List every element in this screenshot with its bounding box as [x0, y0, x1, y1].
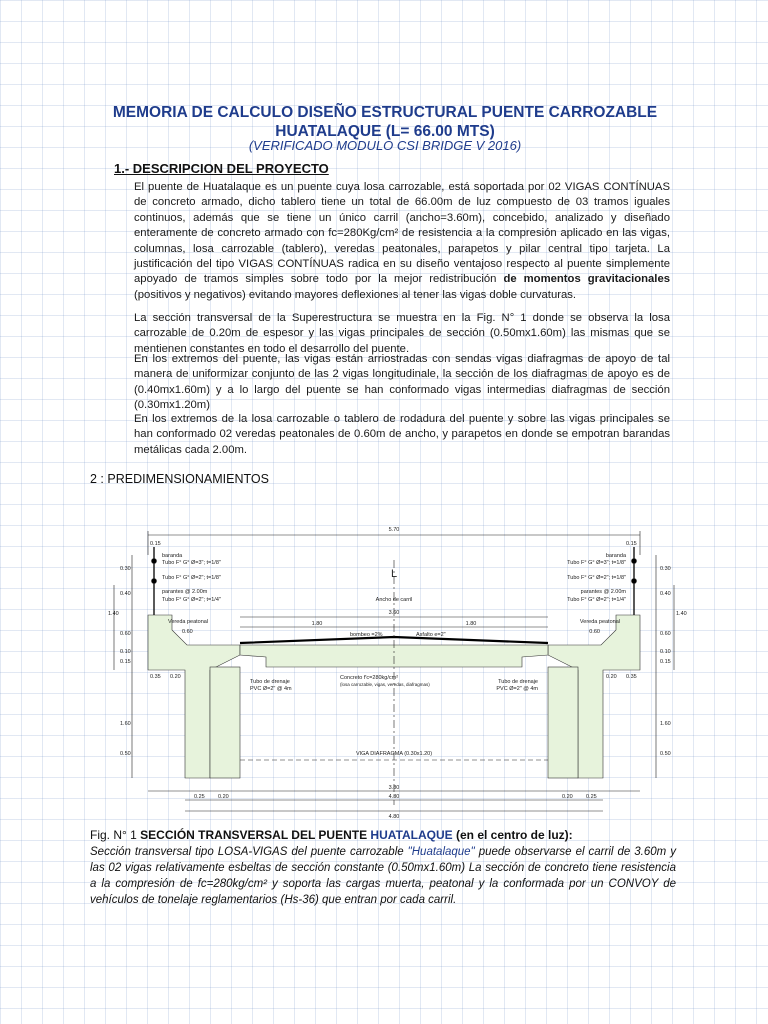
drain-label-left: Tubo de drenaje: [250, 679, 290, 685]
left-girder: [210, 667, 240, 778]
section-2-heading: 2 : PREDIMENSIONAMIENTOS: [90, 472, 269, 486]
parante-spec-left-2: Tubo F° G° Ø=2"; t=1/4": [162, 597, 221, 603]
dim-40-right: 0.40: [660, 591, 671, 597]
right-railing-tube-top: [632, 559, 637, 564]
page-title: [90, 103, 680, 141]
dim-right-top-label: 0.15: [626, 541, 637, 547]
vereda-dim-right: 0.60: [589, 629, 600, 635]
dim-10-left: 0.10: [120, 649, 131, 655]
baranda-spec-left: Tubo F° G° Ø=3"; t=1/8": [162, 560, 221, 566]
baranda-label-right: baranda: [605, 553, 626, 559]
figure-caption-body: [90, 844, 676, 908]
dim-50-right: 0.50: [660, 751, 671, 757]
dim-bottom-3-label: 4.80: [388, 814, 400, 820]
title-line-1: MEMORIA DE CALCULO DISEÑO ESTRUCTURAL PUENTE CARROZABLE: [112, 104, 658, 121]
dim-top-label: 5.70: [388, 527, 400, 533]
dim-35-left: 0.35: [150, 674, 161, 680]
dim-20b-right: 0.20: [606, 674, 617, 680]
parante-spec-right-2: Tubo F° G° Ø=2"; t=1/4": [567, 597, 626, 603]
dim-15-right: 0.15: [660, 659, 671, 665]
drain-label-right: Tubo de drenaje: [498, 679, 538, 685]
half-left-dim: 1.80: [311, 621, 323, 627]
axis-symbol: L: [390, 568, 398, 580]
dim-left-top-label: 0.15: [150, 541, 161, 547]
asfalto-label: Asfalto e=2": [416, 632, 446, 638]
bombeo-label: bombeo =2%: [350, 632, 383, 638]
axis-dim: 3.60: [388, 610, 400, 616]
dim-30-left: 0.30: [120, 566, 131, 572]
right-girder: [548, 667, 578, 778]
paragraph-1-bold-1: de momentos: [503, 273, 581, 286]
paragraph-1-text-b: (positivos y negativos) evitando mayores deflexiones al tener las vigas doble curvaturas.: [134, 288, 577, 301]
dim-small-right: 0.25: [586, 794, 597, 800]
paragraph-1-text-a: El puente de Huatalaque es un puente cuya losa carrozable, está soportada por 02 VIGAS CONTÍNUAS de concreto armado, dicho tablero tiene un total de 66.00m de luz compuesto de 03 tramos iguales continuos, además que se tiene un único carril (ancho=3.60m), concebido, analizado y diseñado enteramente de concreto armado con fc=280Kg/cm² de resistencia a la compresión aplicado en las vigas, columnas, losa carrozable (tablero), veredas peatonales, parapetos y pilar central tipo tarjeta. La justificación del tipo VIGAS CONTÍNUAS radica en su diseño ventajoso respecto al puente simplemente apoyado de tramos simples sobre todo por la mejor redistribución: [134, 181, 670, 286]
paragraph-1-bold-2: gravitacionales: [587, 273, 671, 286]
dim-small-left: 0.25: [194, 794, 205, 800]
figure-caption: [90, 828, 676, 843]
dim-15-left: 0.15: [120, 659, 131, 665]
paragraph-4: En los extremos de la losa carrozable o tablero de rodadura del puente y sobre las vigas principales se han conformado 02 veredas peatonales de 0.60m de ancho, y parapetos en donde se empotran barandas metálicas cada 2.00m.: [134, 413, 670, 456]
dim-height-right: 1.40: [676, 611, 687, 617]
dim-height2-left: 1.60: [120, 721, 131, 727]
dim-small-left-2: 0.20: [218, 794, 229, 800]
caption-fig-number: Fig. N° 1: [90, 828, 137, 842]
cross-section-drawing: [90, 515, 690, 820]
dim-20b-left: 0.20: [170, 674, 181, 680]
concreto-label: Concreto f'c=280kg/cm²: [340, 675, 399, 681]
baranda-spec-right: Tubo F° G° Ø=3"; t=1/8": [567, 560, 626, 566]
caption-name: HUATALAQUE: [370, 828, 453, 842]
left-railing-tube-top: [152, 559, 157, 564]
title-line-2: HUATALAQUE (L= 66.00 MTS): [275, 123, 495, 140]
paragraph-3: En los extremos del puente, las vigas están arriostradas con sendas vigas diafragmas de apoyo de tal manera de uniformizar conjunto de las 2 vigas longitudinale, la sección de los diafragmas de apoyo es de (0.40mx1.60m) y a lo largo del puente se han conformado vigas intermedias diafragmas de sección (0.30mx1.20m): [134, 353, 670, 412]
caption-end: (en el centro de luz):: [455, 828, 573, 842]
dim-height2-right: 1.60: [660, 721, 671, 727]
dim-60-right: 0.60: [660, 631, 671, 637]
half-right-dim: 1.80: [465, 621, 477, 627]
paragraph-2: La sección transversal de la Superestructura se muestra en la Fig. N° 1 donde se observa la losa carrozable de 0.20m de espesor y las vigas principales de sección (0.50mx1.60m) las mismas que se mentienen constantes en todo el desarrollo del puente.: [134, 312, 670, 355]
dim-60-left: 0.60: [120, 631, 131, 637]
dim-bottom-2-label: 4.30: [388, 794, 400, 800]
dim-small-right-2: 0.20: [562, 794, 573, 800]
page-subtitle: (VERIFICADO MODULO CSI BRIDGE V 2016): [248, 138, 522, 153]
paragraph-1: [134, 180, 670, 303]
vereda-label-left: Vereda peatonal: [168, 619, 209, 625]
baranda-spec-right-2: Tubo F° G° Ø=2"; t=1/8": [567, 575, 626, 581]
drain-spec-left: PVC Ø=2" @ 4m: [250, 686, 292, 692]
axis-label: Ancho de carril: [375, 597, 413, 603]
baranda-spec-left-2: Tubo F° G° Ø=2"; t=1/8": [162, 575, 221, 581]
left-railing-tube-mid: [152, 579, 157, 584]
caption-body-b: puede observarse el carril de 3.60m y las 02 vigas relativamente esbeltas de sección constante (0.50mx1.60m) La sección de concreto tiene resistencia a la compresión de fc=280kg/cm² y soporta las cargas muerta, peatonal y la conformada por un CONVOY de vehículos de tonelaje reglamentarios (Hs-36) que entran por cada carril.: [90, 846, 676, 906]
dim-35-right: 0.35: [626, 674, 637, 680]
caption-body-name: "Huatalaque": [407, 846, 475, 858]
section-1-heading: 1.- DESCRIPCION DEL PROYECTO: [114, 161, 329, 176]
drain-spec-right: PVC Ø=2" @ 4m: [496, 686, 538, 692]
concreto-note: (losa carrozable, vigas, veredas, diafragmas): [340, 682, 430, 687]
caption-body-a: Sección transversal tipo LOSA-VIGAS del puente carrozable: [90, 846, 404, 858]
diafragma-label: VIGA DIAFRAGMA (0.30x1.20): [355, 751, 433, 757]
caption-bold: SECCIÓN TRANSVERSAL DEL PUENTE: [140, 828, 368, 842]
dim-height-left: 1.40: [108, 611, 119, 617]
dim-50-left: 0.50: [120, 751, 131, 757]
dim-40-left: 0.40: [120, 591, 131, 597]
dim-bottom-1-label: 3.80: [388, 785, 400, 791]
dim-30-right: 0.30: [660, 566, 671, 572]
dim-10-right: 0.10: [660, 649, 671, 655]
parante-spec-left: parantes @ 2.00m: [162, 589, 208, 595]
right-railing-tube-mid: [632, 579, 637, 584]
baranda-label-left: baranda: [162, 553, 183, 559]
vereda-dim-left: 0.60: [182, 629, 193, 635]
parante-spec-right: parantes @ 2.00m: [580, 589, 626, 595]
vereda-label-right: Vereda peatonal: [579, 619, 620, 625]
